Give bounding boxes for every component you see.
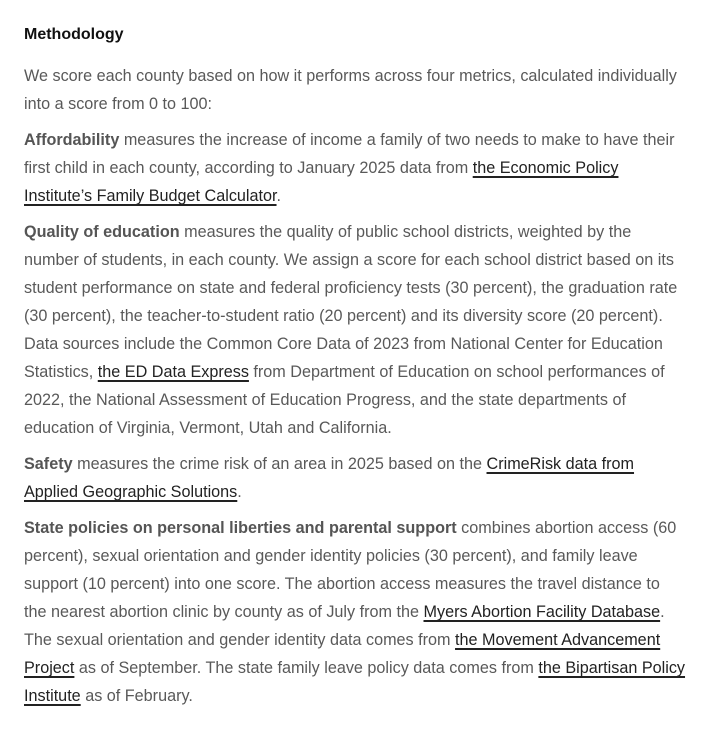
crimerisk-data-link[interactable]: CrimeRisk data from Applied Geographic Solutions [24,455,635,501]
safety-text-end: . [237,483,242,501]
affordability-text: measures the increase of income a family of two needs to make to have their first child in each county, according to January 2025 data from [24,131,675,177]
policies-paragraph [24,514,686,710]
policies-term: State policies on personal liberties and parental support [24,519,457,537]
safety-text: measures the crime risk of an area in 2025 based on the [72,455,487,473]
policies-text-3: as of September. The state family leave policy data comes from [74,659,539,677]
education-term: Quality of education [24,223,180,241]
section-heading: Methodology [24,26,124,43]
education-text: measures the quality of public school districts, weighted by the number of students, in each county. We assign a score for each school district based on its student performance on state and federal proficiency tests (30 percent), the graduation rate (30 percent), the teacher-to-student ratio (20 percent) and its diversity score (20 percent). Data sources include the Common Core Data of 2023 from National Center for Education Statistics, [24,223,678,381]
education-text-end: from Department of Education on school performances of 2022, the National Assessment of Education Progress, and the state departments of education of Virginia, Vermont, Utah and California. [24,363,665,437]
epi-family-budget-link[interactable]: the Economic Policy Institute’s Family Budget Calculator [24,159,619,205]
intro-paragraph: We score each county based on how it performs across four metrics, calculated individually into a score from 0 to 100: [24,67,677,113]
policies-text-end: as of February. [80,687,193,705]
safety-paragraph [24,450,686,506]
myers-abortion-database-link[interactable]: Myers Abortion Facility Database [423,603,661,621]
ed-data-express-link[interactable]: the ED Data Express [97,363,249,381]
policies-text-2: . The sexual orientation and gender identity data comes from [24,603,665,649]
bipartisan-policy-institute-link[interactable]: the Bipartisan Policy Institute [24,659,686,705]
affordability-paragraph [24,126,686,210]
policies-text: combines abortion access (60 percent), sexual orientation and gender identity policies (30 percent), and family leave support (10 percent) into one score. The abortion access measures the travel distance to the nearest abortion clinic by county as of July from the [24,519,677,621]
education-paragraph [24,218,686,442]
safety-term: Safety [24,455,73,473]
affordability-term: Affordability [24,131,120,149]
affordability-text-end: . [276,187,282,205]
movement-advancement-project-link[interactable]: the Movement Advancement Project [24,631,661,677]
